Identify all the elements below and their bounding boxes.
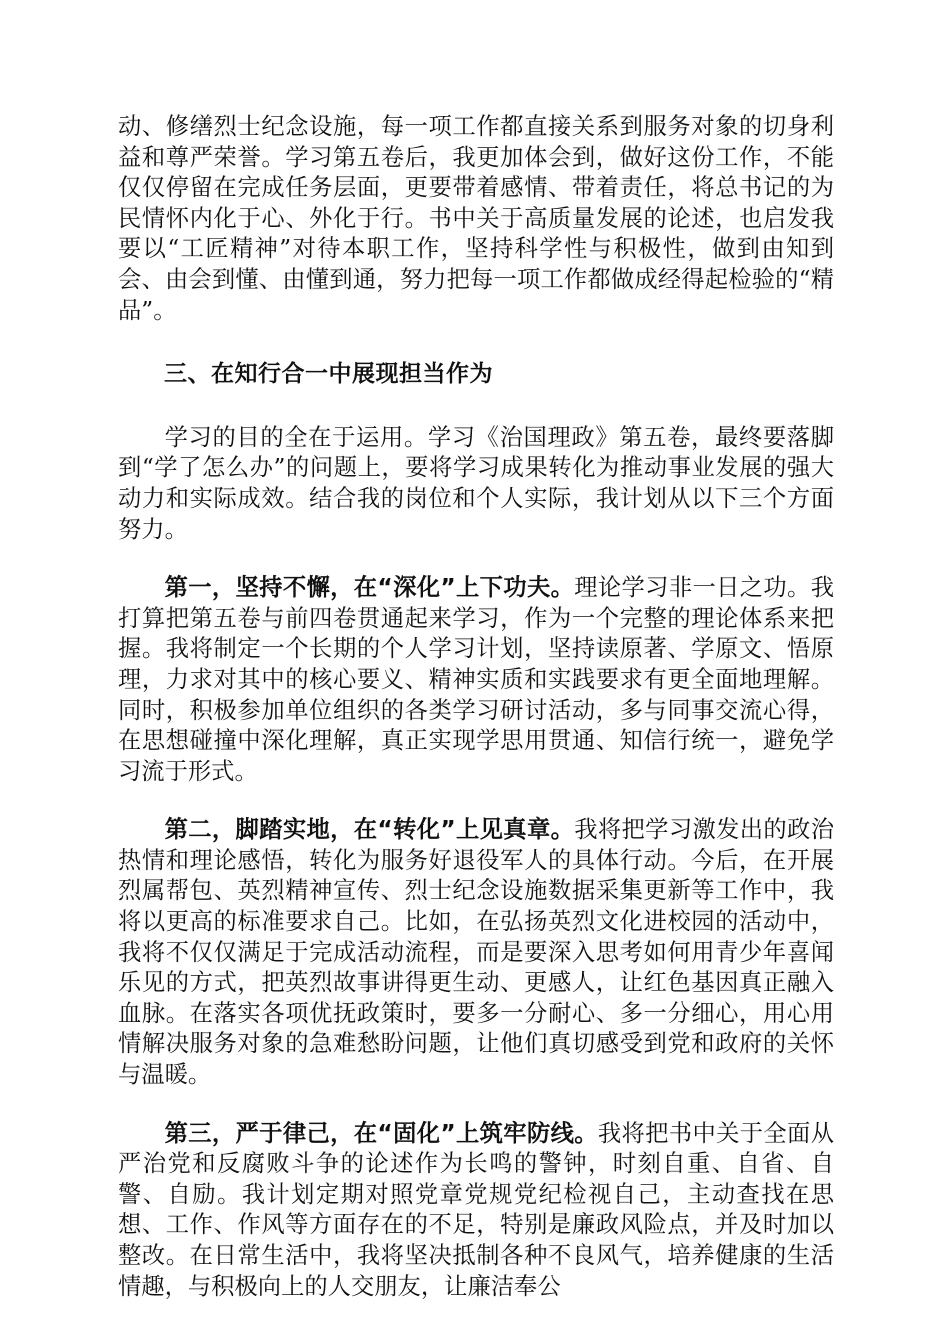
paragraph-continuation: 动、修缮烈士纪念设施，每一项工作都直接关系到服务对象的切身利益和尊严荣誉。学习第五卷后，我更加体会到，做好这份工作，不能仅仅停留在完成任务层面，更要带着感情、带着责任，将总书记的为民情怀内化于心、外化于行。书中关于高质量发展的论述，也启发我要以“工匠精神”对待本职工作，坚持科学性与积极性，做到由知到会、由会到懂、由懂到通，努力把每一项工作都做成经得起检验的“精品”。 [118,113,834,324]
point-3-lead: 第三，严于律己，在“固化”上筑牢防线。 [164,1119,598,1147]
paragraph-spacer [118,787,834,815]
paragraph-spacer [118,1091,834,1119]
section-heading: 三、在知行合一中展现担当作为 [164,361,493,388]
point-2-body: 我将把学习激发出的政治热情和理论感悟，转化为服务好退役军人的具体行动。今后，在开展烈属帮包、英烈精神宣传、烈士纪念设施数据采集更新等工作中，我将以更高的标准要求自己。比如，在弘扬英烈文化进校园的活动中，我将不仅仅满足于完成活动流程，而是要深入思考如何用青少年喜闻乐见的方式，把英烈故事讲得更生动、更感人，让红色基因真正融入血脉。在落实各项优抚政策时，要多一分耐心、多一分细心，用心用情解决服务对象的急难愁盼问题，让他们真切感受到党和政府的关怀与温暖。 [118,816,835,1089]
point-3-body: 我将把书中关于全面从严治党和反腐败斗争的论述作为长鸣的警钟，时刻自重、自省、自警、自励。我计划定期对照党章党规党纪检视自己，主动查找在思想、工作、作风等方面存在的不足，特别是廉政风险点，并及时加以整改。在日常生活中，我将坚决抵制各种不良风气，培养健康的生活情趣，与积极向上的人交朋友，让廉洁奉公 [118,1119,834,1300]
point-1-body: 理论学习非一日之功。我打算把第五卷与前四卷贯通起来学习，作为一个完整的理论体系来把握。我将制定一个长期的个人学习计划，坚持读原著、学原文、悟原理，力求对其中的核心要义、精神实质和实践要求有更全面地理解。同时，积极参加单位组织的各类学习研讨活动，多与同事交流心得，在思想碰撞中深化理解，真正实现学思用贯通、知信行统一，避免学习流于形式。 [118,574,835,785]
paragraph-spacer [118,326,834,359]
paragraph-spacer [118,390,834,423]
paragraph-point-3 [118,1119,834,1303]
paragraph-intro: 学习的目的全在于运用。学习《治国理政》第五卷，最终要落脚到“学了怎么办”的问题上，要将学习成果转化为推动事业发展的强大动力和实际成效。结合我的岗位和个人实际，我计划从以下三个方面努力。 [118,423,834,543]
point-2-lead: 第二，脚踏实地，在“转化”上见真章。 [164,816,575,844]
paragraph-spacer [118,545,834,573]
paragraph-point-2 [118,815,834,1090]
point-1-lead: 第一，坚持不懈，在“深化”上下功夫。 [164,574,575,602]
document-page [118,112,834,1302]
paragraph-point-1 [118,573,834,787]
